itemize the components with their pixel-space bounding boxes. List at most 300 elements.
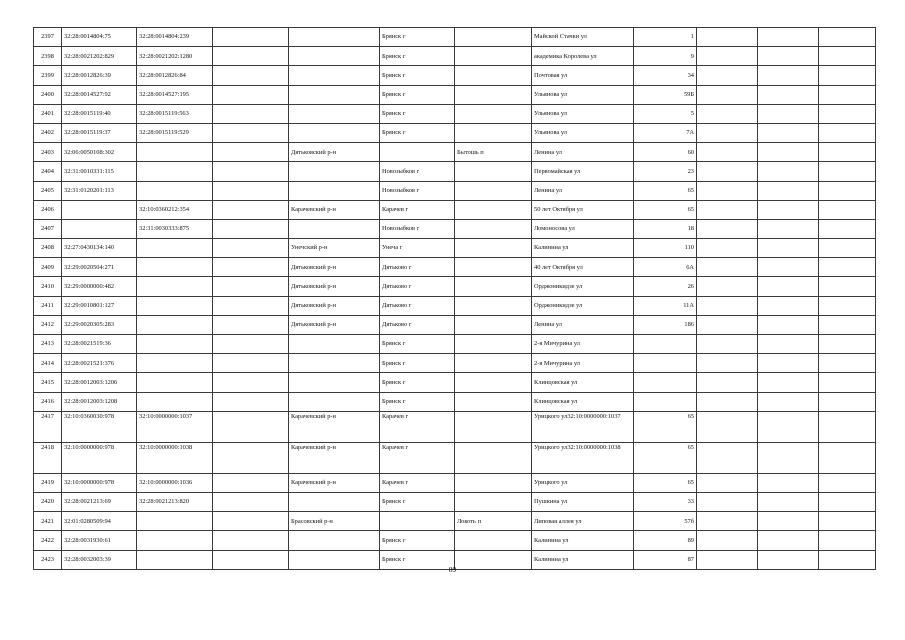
new-cadastral-number-cell <box>137 239 213 258</box>
cadastral-number-cell: 32:10:0000000:978 <box>62 442 137 473</box>
table-row <box>34 296 876 315</box>
column-10-cell <box>697 473 758 492</box>
column-12-cell <box>819 512 876 531</box>
table-row <box>34 181 876 200</box>
settlement-cell: Бытошь п <box>455 143 532 162</box>
column-12-cell <box>819 392 876 411</box>
row-number-cell: 2401 <box>34 104 62 123</box>
cadastral-number-cell: 32:01:0280509:94 <box>62 512 137 531</box>
street-cell: Ульянова ул <box>532 123 634 142</box>
settlement-cell <box>455 411 532 442</box>
cadastral-number-cell: 32:28:0014804:75 <box>62 28 137 47</box>
cadastral-number-cell: 32:29:0000000:482 <box>62 277 137 296</box>
district-cell <box>289 47 380 66</box>
city-cell: Брянск г <box>380 104 455 123</box>
column-12-cell <box>819 315 876 334</box>
row-number-cell: 2398 <box>34 47 62 66</box>
cadastral-number-cell: 32:28:0015119:40 <box>62 104 137 123</box>
column-10-cell <box>697 162 758 181</box>
settlement-cell <box>455 373 532 392</box>
row-number-cell: 2408 <box>34 239 62 258</box>
new-cadastral-number-cell: 32:28:0015119:563 <box>137 104 213 123</box>
column-11-cell <box>758 354 819 373</box>
house-number-cell: 5 <box>634 104 697 123</box>
house-number-cell: 1 <box>634 28 697 47</box>
column-10-cell <box>697 143 758 162</box>
column-11-cell <box>758 335 819 354</box>
row-number-cell: 2404 <box>34 162 62 181</box>
house-number-cell: 23 <box>634 162 697 181</box>
column-4-cell <box>213 219 289 238</box>
street-cell: Клинцовская ул <box>532 373 634 392</box>
table-row <box>34 473 876 492</box>
column-10-cell <box>697 411 758 442</box>
city-cell: Брянск г <box>380 85 455 104</box>
column-11-cell <box>758 200 819 219</box>
column-4-cell <box>213 473 289 492</box>
column-12-cell <box>819 85 876 104</box>
column-11-cell <box>758 104 819 123</box>
city-cell: Новозыбков г <box>380 181 455 200</box>
street-cell: 50 лет Октября ул <box>532 200 634 219</box>
table-row <box>34 123 876 142</box>
city-cell: Брянск г <box>380 492 455 511</box>
row-number-cell: 2421 <box>34 512 62 531</box>
district-cell <box>289 181 380 200</box>
column-4-cell <box>213 492 289 511</box>
table-row <box>34 277 876 296</box>
settlement-cell <box>455 335 532 354</box>
column-4-cell <box>213 411 289 442</box>
street-cell: Калинина ул <box>532 550 634 569</box>
settlement-cell <box>455 296 532 315</box>
column-4-cell <box>213 296 289 315</box>
column-4-cell <box>213 373 289 392</box>
column-11-cell <box>758 258 819 277</box>
city-cell: Брянск г <box>380 354 455 373</box>
settlement-cell: Локоть п <box>455 512 532 531</box>
settlement-cell <box>455 315 532 334</box>
new-cadastral-number-cell <box>137 277 213 296</box>
column-10-cell <box>697 219 758 238</box>
column-11-cell <box>758 492 819 511</box>
city-cell: Брянск г <box>380 335 455 354</box>
row-number-cell: 2414 <box>34 354 62 373</box>
cadastral-number-cell: 32:28:0021202:829 <box>62 47 137 66</box>
house-number-cell <box>634 354 697 373</box>
table-row <box>34 392 876 411</box>
cadastral-number-cell <box>62 200 137 219</box>
new-cadastral-number-cell: 32:28:0012826:84 <box>137 66 213 85</box>
new-cadastral-number-cell <box>137 258 213 277</box>
city-cell: Дятьково г <box>380 296 455 315</box>
settlement-cell <box>455 239 532 258</box>
column-11-cell <box>758 473 819 492</box>
city-cell: Карачев г <box>380 473 455 492</box>
column-10-cell <box>697 47 758 66</box>
row-number-cell: 2399 <box>34 66 62 85</box>
row-number-cell: 2407 <box>34 219 62 238</box>
new-cadastral-number-cell: 32:28:0021213:820 <box>137 492 213 511</box>
column-4-cell <box>213 239 289 258</box>
city-cell: Карачев г <box>380 200 455 219</box>
new-cadastral-number-cell <box>137 315 213 334</box>
column-10-cell <box>697 200 758 219</box>
house-number-cell <box>634 373 697 392</box>
table-row <box>34 442 876 473</box>
cadastral-number-cell: 32:28:0031930:61 <box>62 531 137 550</box>
city-cell: Брянск г <box>380 550 455 569</box>
district-cell: Дятьковский р-н <box>289 315 380 334</box>
street-cell: академика Королева ул <box>532 47 634 66</box>
column-10-cell <box>697 373 758 392</box>
settlement-cell <box>455 492 532 511</box>
new-cadastral-number-cell <box>137 181 213 200</box>
house-number-cell: 186 <box>634 315 697 334</box>
district-cell <box>289 162 380 181</box>
house-number-cell: 65 <box>634 411 697 442</box>
district-cell: Карачевский р-н <box>289 411 380 442</box>
settlement-cell <box>455 258 532 277</box>
cadastral-number-cell: 32:06:0050108:302 <box>62 143 137 162</box>
settlement-cell <box>455 531 532 550</box>
house-number-cell: 110 <box>634 239 697 258</box>
new-cadastral-number-cell: 32:28:0015119:529 <box>137 123 213 142</box>
column-11-cell <box>758 411 819 442</box>
row-number-cell: 2418 <box>34 442 62 473</box>
house-number-cell: 65 <box>634 442 697 473</box>
row-number-cell: 2402 <box>34 123 62 142</box>
column-12-cell <box>819 28 876 47</box>
table-row <box>34 258 876 277</box>
column-10-cell <box>697 512 758 531</box>
district-cell <box>289 335 380 354</box>
house-number-cell <box>634 392 697 411</box>
cadastral-number-cell: 32:28:0015119:37 <box>62 123 137 142</box>
cadastral-number-cell: 32:10:0000000:978 <box>62 473 137 492</box>
column-11-cell <box>758 143 819 162</box>
column-12-cell <box>819 335 876 354</box>
new-cadastral-number-cell <box>137 162 213 181</box>
cadastral-number-cell: 32:29:0020504:271 <box>62 258 137 277</box>
new-cadastral-number-cell <box>137 354 213 373</box>
house-number-cell: 11А <box>634 296 697 315</box>
house-number-cell: 59Б <box>634 85 697 104</box>
cadastral-number-cell: 32:10:0360030:978 <box>62 411 137 442</box>
city-cell: Дятьково г <box>380 315 455 334</box>
column-12-cell <box>819 411 876 442</box>
table-row <box>34 335 876 354</box>
table-row <box>34 411 876 442</box>
row-number-cell: 2406 <box>34 200 62 219</box>
row-number-cell: 2420 <box>34 492 62 511</box>
column-11-cell <box>758 442 819 473</box>
table-row <box>34 162 876 181</box>
street-cell: Первомайская ул <box>532 162 634 181</box>
column-10-cell <box>697 85 758 104</box>
street-cell: Ленина ул <box>532 181 634 200</box>
row-number-cell: 2422 <box>34 531 62 550</box>
column-12-cell <box>819 473 876 492</box>
street-cell: Урицкого ул <box>532 473 634 492</box>
column-4-cell <box>213 442 289 473</box>
settlement-cell <box>455 354 532 373</box>
column-11-cell <box>758 239 819 258</box>
cadastral-number-cell: 32:28:0032003:39 <box>62 550 137 569</box>
house-number-cell: 33 <box>634 492 697 511</box>
column-10-cell <box>697 181 758 200</box>
row-number-cell: 2403 <box>34 143 62 162</box>
row-number-cell: 2409 <box>34 258 62 277</box>
page-number: 89 <box>448 565 457 574</box>
street-cell: Ленина ул <box>532 315 634 334</box>
row-number-cell: 2423 <box>34 550 62 569</box>
column-12-cell <box>819 531 876 550</box>
city-cell <box>380 143 455 162</box>
table-row <box>34 354 876 373</box>
column-4-cell <box>213 162 289 181</box>
column-12-cell <box>819 66 876 85</box>
column-11-cell <box>758 181 819 200</box>
settlement-cell <box>455 277 532 296</box>
district-cell: Унечский р-н <box>289 239 380 258</box>
cadastral-number-cell: 32:28:0012003:1206 <box>62 373 137 392</box>
column-4-cell <box>213 66 289 85</box>
table-row <box>34 66 876 85</box>
district-cell <box>289 85 380 104</box>
city-cell: Дятьково г <box>380 258 455 277</box>
house-number-cell: 6А <box>634 258 697 277</box>
house-number-cell: 34 <box>634 66 697 85</box>
new-cadastral-number-cell <box>137 143 213 162</box>
column-12-cell <box>819 162 876 181</box>
table-row <box>34 512 876 531</box>
district-cell <box>289 123 380 142</box>
new-cadastral-number-cell: 32:10:0360212:354 <box>137 200 213 219</box>
city-cell: Брянск г <box>380 392 455 411</box>
column-12-cell <box>819 219 876 238</box>
row-number-cell: 2411 <box>34 296 62 315</box>
street-cell: 40 лет Октября ул <box>532 258 634 277</box>
registry-table <box>33 27 876 570</box>
column-11-cell <box>758 47 819 66</box>
column-11-cell <box>758 85 819 104</box>
column-11-cell <box>758 373 819 392</box>
street-cell: Урицкого ул32:10:0000000:1037 <box>532 411 634 442</box>
city-cell: Брянск г <box>380 28 455 47</box>
column-11-cell <box>758 66 819 85</box>
settlement-cell <box>455 162 532 181</box>
column-12-cell <box>819 200 876 219</box>
new-cadastral-number-cell: 32:28:0021202:1280 <box>137 47 213 66</box>
column-10-cell <box>697 492 758 511</box>
city-cell: Брянск г <box>380 66 455 85</box>
district-cell <box>289 354 380 373</box>
street-cell: Ломоносова ул <box>532 219 634 238</box>
house-number-cell: 65 <box>634 473 697 492</box>
table-row <box>34 373 876 392</box>
cadastral-number-cell: 32:28:0021213:69 <box>62 492 137 511</box>
new-cadastral-number-cell: 32:28:0014804:239 <box>137 28 213 47</box>
settlement-cell <box>455 66 532 85</box>
column-4-cell <box>213 277 289 296</box>
row-number-cell: 2419 <box>34 473 62 492</box>
district-cell: Брасовский р-н <box>289 512 380 531</box>
column-11-cell <box>758 219 819 238</box>
street-cell: Калинина ул <box>532 239 634 258</box>
new-cadastral-number-cell: 32:31:0030333:875 <box>137 219 213 238</box>
column-11-cell <box>758 123 819 142</box>
house-number-cell: 26 <box>634 277 697 296</box>
city-cell: Брянск г <box>380 373 455 392</box>
row-number-cell: 2412 <box>34 315 62 334</box>
new-cadastral-number-cell <box>137 373 213 392</box>
column-11-cell <box>758 315 819 334</box>
column-4-cell <box>213 335 289 354</box>
cadastral-number-cell: 32:27:0430134:140 <box>62 239 137 258</box>
column-12-cell <box>819 47 876 66</box>
column-4-cell <box>213 315 289 334</box>
column-12-cell <box>819 239 876 258</box>
district-cell: Карачевский р-н <box>289 442 380 473</box>
column-11-cell <box>758 392 819 411</box>
new-cadastral-number-cell <box>137 335 213 354</box>
table-row <box>34 315 876 334</box>
street-cell: Ульянова ул <box>532 104 634 123</box>
column-12-cell <box>819 104 876 123</box>
row-number-cell: 2410 <box>34 277 62 296</box>
column-12-cell <box>819 296 876 315</box>
settlement-cell <box>455 200 532 219</box>
table-row <box>34 219 876 238</box>
house-number-cell: 7А <box>634 123 697 142</box>
column-4-cell <box>213 392 289 411</box>
column-12-cell <box>819 181 876 200</box>
column-4-cell <box>213 47 289 66</box>
city-cell <box>380 512 455 531</box>
settlement-cell <box>455 123 532 142</box>
table-row <box>34 28 876 47</box>
table-row <box>34 143 876 162</box>
table-row <box>34 85 876 104</box>
cadastral-number-cell <box>62 219 137 238</box>
column-12-cell <box>819 492 876 511</box>
house-number-cell: 60 <box>634 143 697 162</box>
settlement-cell <box>455 85 532 104</box>
table-row <box>34 239 876 258</box>
house-number-cell: 18 <box>634 219 697 238</box>
district-cell: Карачевский р-н <box>289 473 380 492</box>
cadastral-number-cell: 32:29:0020305:283 <box>62 315 137 334</box>
column-10-cell <box>697 315 758 334</box>
district-cell <box>289 492 380 511</box>
column-12-cell <box>819 354 876 373</box>
district-cell <box>289 28 380 47</box>
street-cell: Почтовая ул <box>532 66 634 85</box>
column-12-cell <box>819 373 876 392</box>
column-12-cell <box>819 258 876 277</box>
house-number-cell <box>634 335 697 354</box>
cadastral-number-cell: 32:28:0012003:1208 <box>62 392 137 411</box>
street-cell: 2-я Мичурина ул <box>532 335 634 354</box>
district-cell <box>289 66 380 85</box>
street-cell: Орджоникидзе ул <box>532 296 634 315</box>
column-10-cell <box>697 123 758 142</box>
settlement-cell <box>455 442 532 473</box>
new-cadastral-number-cell: 32:10:0000000:1038 <box>137 442 213 473</box>
column-10-cell <box>697 442 758 473</box>
table-row <box>34 200 876 219</box>
column-10-cell <box>697 277 758 296</box>
house-number-cell: 9 <box>634 47 697 66</box>
cadastral-number-cell: 32:28:0014527:92 <box>62 85 137 104</box>
city-cell: Новозыбков г <box>380 162 455 181</box>
district-cell: Дятьковский р-н <box>289 277 380 296</box>
column-10-cell <box>697 392 758 411</box>
column-10-cell <box>697 66 758 85</box>
settlement-cell <box>455 473 532 492</box>
column-10-cell <box>697 354 758 373</box>
house-number-cell: 65 <box>634 181 697 200</box>
cadastral-number-cell: 32:31:0120201:113 <box>62 181 137 200</box>
street-cell: Пушкина ул <box>532 492 634 511</box>
city-cell: Карачев г <box>380 411 455 442</box>
house-number-cell: 57б <box>634 512 697 531</box>
column-4-cell <box>213 200 289 219</box>
column-11-cell <box>758 296 819 315</box>
district-cell: Дятьковский р-н <box>289 296 380 315</box>
column-11-cell <box>758 277 819 296</box>
new-cadastral-number-cell: 32:10:0000000:1036 <box>137 473 213 492</box>
column-4-cell <box>213 85 289 104</box>
new-cadastral-number-cell <box>137 296 213 315</box>
column-4-cell <box>213 28 289 47</box>
street-cell: Клинцовская ул <box>532 392 634 411</box>
row-number-cell: 2397 <box>34 28 62 47</box>
settlement-cell <box>455 28 532 47</box>
district-cell: Карачевский р-н <box>289 200 380 219</box>
column-12-cell <box>819 442 876 473</box>
column-11-cell <box>758 28 819 47</box>
row-number-cell: 2400 <box>34 85 62 104</box>
column-4-cell <box>213 123 289 142</box>
city-cell: Новозыбков г <box>380 219 455 238</box>
street-cell: Майской Стачки ул <box>532 28 634 47</box>
column-4-cell <box>213 512 289 531</box>
street-cell: 2-я Мичурина ул <box>532 354 634 373</box>
district-cell <box>289 104 380 123</box>
house-number-cell: 65 <box>634 200 697 219</box>
row-number-cell: 2415 <box>34 373 62 392</box>
street-cell: Ульянова ул <box>532 85 634 104</box>
column-10-cell <box>697 531 758 550</box>
district-cell <box>289 392 380 411</box>
row-number-cell: 2416 <box>34 392 62 411</box>
column-12-cell <box>819 277 876 296</box>
district-cell <box>289 373 380 392</box>
table-body <box>34 28 876 570</box>
column-12-cell <box>819 123 876 142</box>
cadastral-number-cell: 32:28:0012826:39 <box>62 66 137 85</box>
settlement-cell <box>455 104 532 123</box>
house-number-cell: 89 <box>634 531 697 550</box>
column-10-cell <box>697 296 758 315</box>
new-cadastral-number-cell <box>137 392 213 411</box>
house-number-cell: 87 <box>634 550 697 569</box>
settlement-cell <box>455 181 532 200</box>
column-11-cell <box>758 531 819 550</box>
column-10-cell <box>697 258 758 277</box>
